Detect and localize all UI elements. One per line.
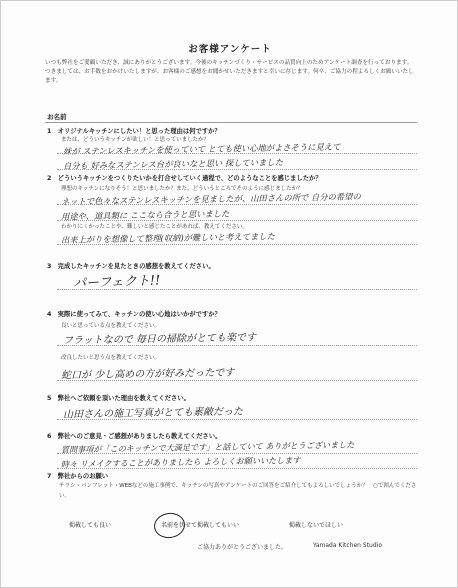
question-3: 3 完成したキッチンを見たときの感想を教えてください。 [47,263,215,270]
question-2: 2 どういうキッチンをつくりたいかを打合せしていく過程で、どのようなことを感じましたか？ [47,175,322,182]
name-field-label: お名前 [47,113,67,121]
answer-line [57,345,417,346]
question-5: 5 弊社へご依頼を頂いた理由を教えてください。 [47,395,190,402]
question-7: 7 弊社からのお願い [47,473,109,480]
option-publish-no[interactable]: 掲載しないでほしい [289,522,344,529]
survey-intro: いつも弊社をご愛顧いただき、誠にありがとうございます。今後のキッチンづくり・サービスの品質向上のためアンケート調査を行っております。つきましては、お手数をおかけいたしますが、お客様のご感想をお聞かせいただきますと幸いに存じます。何卒、ご協力の程よろしくお願いいたします。 [45,60,414,84]
handwritten-answer-4a: フラットなので 毎日の掃除がとても楽です [62,332,257,347]
question-6: 6 弊社へのご意見・ご感想がありましたら教えてください。 [47,433,222,440]
footer-company: Yamada Kitchen Studio [313,542,382,549]
handwritten-answer-5: 山田さんの施工写真がとても素敵だった [62,406,244,421]
answer-line [57,380,417,381]
option-publish-anonymous[interactable]: 名前を伏せて掲載してもいい [161,522,240,529]
question-2-sub2: わかりにくかったことや、難しいと感じたことがあれば、教えてください。 [61,224,248,230]
handwritten-answer-1a: 妹が ステンレスキッチンを使っていて とても使い心地がよさそうに見えて [62,141,341,157]
question-7-sub: チラシ・パンフレット・WEBなどの施工事例で、キッチンの写真やアンケートのご回答をご紹介してもよろしいでしょうか？ ○で囲んでください。 [59,483,417,499]
answer-line [57,204,417,205]
option-publish-ok[interactable]: 掲載しても良い [69,522,112,529]
question-1: 1 オリジナルキッチンにしたい！と思った理由は何ですか？ [47,128,221,135]
question-4-sub: 良いと思っている点を教えてください。 [61,323,161,329]
footer-thanks: ご協力ありがとうございました。 [197,544,288,551]
handwritten-answer-4b: 蛇口が 少し高めの方が好みだったです [60,367,235,382]
handwritten-answer-6a: 質問事項が「このキッチンで大満足です」と話していて ありがとうございました [60,439,355,455]
answer-line [57,468,417,469]
handwritten-answer-1b: 自分も 好みなステンレス台が良いなと思い 探していました [62,157,284,171]
handwritten-answer-2c: 出来上がりを想像して整理(収納)が難しいと考えてました [60,231,275,245]
question-4-sub2: 改良したいと思う点を教えてください。 [61,355,161,361]
question-1-sub: または、どういうキッチンが欲しい！と思っていましたか？ [61,137,210,143]
answer-line [57,169,417,170]
answer-line [57,220,417,221]
name-field-line [45,122,417,123]
question-4: 4 実際に使ってみて、キッチンの使い心地はいかがですか？ [47,311,221,318]
answer-line [57,153,417,154]
selection-circle [152,511,186,540]
handwritten-answer-2b: 用途や、道具類に ここなら合うと思いました [60,208,230,222]
handwritten-answer-2a: ネットで色々なステンレスキッチンを見ましたが、山田さんの所で 自分の希望の [60,191,361,207]
answer-line [57,453,417,454]
survey-title: お客様アンケート [188,44,272,55]
handwritten-answer-3: パーフェクト!! [72,273,161,292]
handwritten-answer-6b: 時々 リメイクすることがありましたら よろしくお願いいたします [60,454,301,470]
question-2-sub: 理想のキッチンになりそう！と思いましたか？また、どういうところでそのように感じましたか？ [61,186,303,192]
answer-line [57,244,417,245]
answer-line [57,289,417,290]
answer-line [57,419,417,420]
